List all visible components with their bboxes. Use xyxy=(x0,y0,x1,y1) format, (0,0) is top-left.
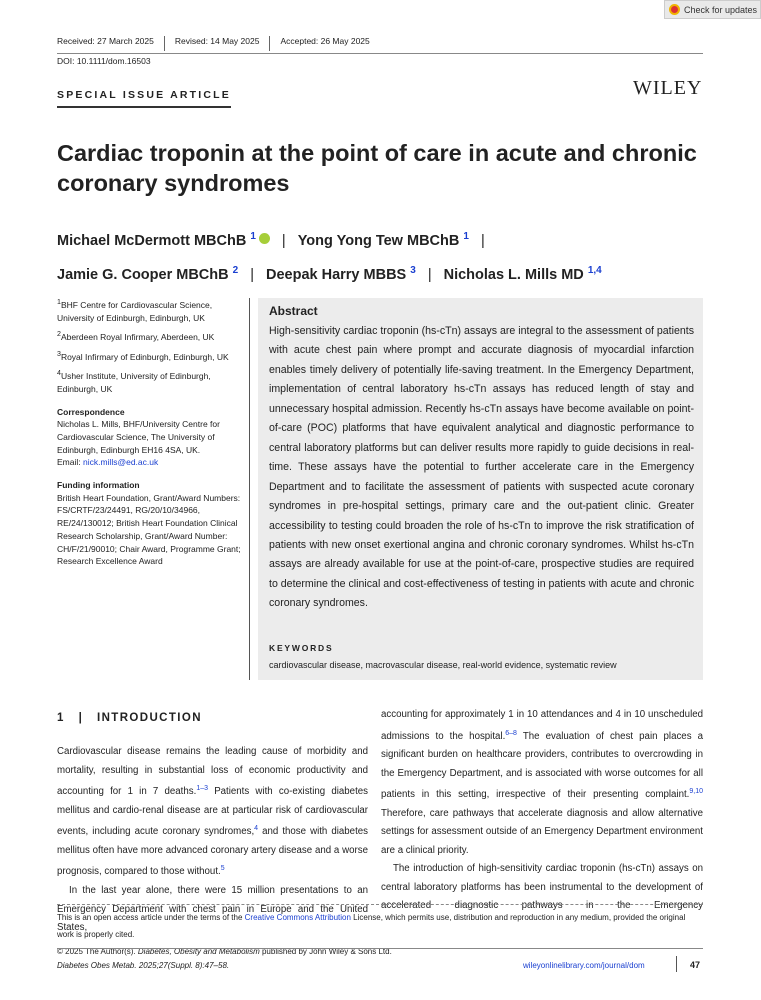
affiliation xyxy=(57,328,249,344)
text: Therefore, care pathways that accelerate diagnosis and allow alternative settings for assessment outside of an Emergency Department environment are a clinical priority. xyxy=(381,807,703,856)
correspondence-address: Nicholas L. Mills, BHF/University Centre for Cardiovascular Science, The University of Edinburgh, Edinburgh EH16 4SA, UK. xyxy=(57,419,220,455)
text: Patients with co-existing diabetes mellitus and cardio-renal disease are at particular risk of cardiovascular events, including acute coronary syndromes, xyxy=(57,786,368,838)
author-name: Jamie G. Cooper MBChB xyxy=(57,266,229,283)
check-updates-label: Check for updates xyxy=(684,4,758,15)
abstract-heading: Abstract xyxy=(269,304,318,318)
text: License, which permits use, distribution and reproduction in any medium, provided the original work is properly cited. xyxy=(57,913,686,939)
correspondence-heading: Correspondence xyxy=(57,406,125,417)
funding-heading: Funding information xyxy=(57,480,140,491)
publisher-logo: WILEY xyxy=(633,77,703,99)
affiliation-ref[interactable]: 2 xyxy=(232,264,239,276)
author-name: Deepak Harry MBBS xyxy=(265,266,407,283)
license-notice xyxy=(57,909,703,960)
accepted-date: Accepted: 26 May 2025 xyxy=(269,36,379,51)
text: The evaluation of chest pain places a significant burden on healthcare providers, contributes to overcrowding in the Emergency Department, and is associated with worse outcomes for all patients in this setting, irrespective of their presenting complaint. xyxy=(381,730,703,801)
author[interactable] xyxy=(57,264,239,283)
doi: DOI: 10.1111/dom.16503 xyxy=(57,56,151,66)
author[interactable] xyxy=(443,264,602,283)
affiliation-number: 3 xyxy=(57,349,61,358)
affiliation-text: Royal Infirmary of Edinburgh, Edinburgh, UK xyxy=(60,351,229,362)
keywords: cardiovascular disease, macrovascular disease, real-world evidence, systematic review xyxy=(269,660,617,670)
affiliation-ref[interactable]: 1,4 xyxy=(587,264,602,276)
citation[interactable]: 5 xyxy=(220,865,225,873)
affiliation-text: BHF Centre for Cardiovascular Science, University of Edinburgh, Edinburgh, UK xyxy=(57,299,213,323)
page-number: 47 xyxy=(690,960,701,970)
author[interactable] xyxy=(57,233,270,249)
funding-text: British Heart Foundation, Grant/Award Numbers: FS/CRTF/23/24491, RG/20/10/34966, RE/24/130012; British Heart Foundation Clinical Research Scholarship, Grant/Award Number: CH/F/21/90010; Chair Award, Programme Grant; Research Excellence Award xyxy=(57,492,241,567)
article-title: Cardiac troponin at the point of care in acute and chronic coronary syndromes xyxy=(57,140,697,196)
affiliation-text: Aberdeen Royal Infirmary, Aberdeen, UK xyxy=(60,332,215,343)
author-list xyxy=(57,222,703,290)
received-date: Received: 27 March 2025 xyxy=(57,36,154,46)
affiliation-number: 2 xyxy=(57,330,61,339)
separator: | xyxy=(480,232,485,249)
body-column-right xyxy=(381,706,703,916)
citation[interactable]: 6–8 xyxy=(505,729,517,737)
author[interactable] xyxy=(265,264,416,283)
separator: | xyxy=(281,232,286,249)
license-link[interactable]: Creative Commons Attribution xyxy=(244,913,351,922)
text: Cardiovascular disease remains the leading cause of morbidity and mortality, resulting in substantial loss of economic productivity and accounting for 1 in 7 deaths. xyxy=(57,746,368,798)
text: © 2025 The Author(s). xyxy=(57,947,138,956)
email-link[interactable]: nick.mills@ed.ac.uk xyxy=(82,457,159,468)
correspondence-text xyxy=(57,418,249,469)
citation[interactable]: 4 xyxy=(254,825,259,833)
divider xyxy=(676,956,677,972)
article-dates xyxy=(57,36,703,54)
affiliation xyxy=(57,296,249,324)
paragraph xyxy=(381,706,703,860)
journal-citation: Diabetes Obes Metab. 2025;27(Suppl. 8):47–58. xyxy=(57,961,230,970)
citation[interactable]: 1–3 xyxy=(196,785,208,792)
affiliation-ref[interactable]: 3 xyxy=(410,264,416,276)
affiliation-number: 1 xyxy=(57,298,61,306)
section-heading: 1 | INTRODUCTION xyxy=(57,712,202,724)
author-name: Michael McDermott MBChB xyxy=(57,232,247,249)
affiliation-ref[interactable]: 1 xyxy=(250,231,256,242)
journal-name: Diabetes, Obesity and Metabolism xyxy=(137,947,260,956)
affiliation-text: Usher Institute, University of Edinburgh, Edinburgh, UK xyxy=(57,371,211,394)
affiliation-ref[interactable]: 1 xyxy=(463,231,469,242)
citation[interactable]: 9,10 xyxy=(689,788,703,796)
paragraph xyxy=(57,743,368,882)
affiliation-number: 4 xyxy=(57,369,61,378)
article-info-sidebar xyxy=(57,296,249,572)
affiliation xyxy=(57,367,249,395)
divider xyxy=(57,904,703,905)
article-type: SPECIAL ISSUE ARTICLE xyxy=(57,89,231,108)
separator: | xyxy=(427,266,432,283)
crossmark-icon xyxy=(669,4,680,15)
divider xyxy=(249,298,250,680)
paragraph: In the last year alone, there were 15 million presentations to an Emergency Department with chest pain in Europe and the United States, xyxy=(57,885,368,934)
separator: | xyxy=(250,266,254,283)
text: This is an open access article under the terms of the xyxy=(57,913,245,922)
text: and those with diabetes mellitus often have more advanced coronary artery disease and a worse prognosis, compared to those without. xyxy=(57,826,368,878)
paragraph: The introduction of high-sensitivity cardiac troponin (hs-cTn) assays on central laboratory platforms has been instrumental to the development of accelerated diagnostic pathways in the Emergency xyxy=(381,863,703,912)
author[interactable] xyxy=(298,233,469,249)
divider xyxy=(57,948,703,949)
abstract-text: High-sensitivity cardiac troponin (hs-cTn) assays are integral to the assessment of patients with acute chest pain where prompt and accurate diagnosis of myocardial infarction enables timely delivery of potentially life-saving treatment. In the Emergency Department, implementation of central laboratory hs-cTn assays has reduced length of stay and unnecessary hospital admission. Recently hs-cTn assays have become available on point-of-care (POC) platforms that have equivalent analytical and diagnostic performance to central laboratory platforms but can deliver results more rapidly to guide decisions in real-time. These assays have the potential to further accelerate care in the Emergency Department and to facilitate the assessment of patients with suspected acute coronary syndromes in pre-hospital settings, primary care and the out-patient clinic. Greater accessibility to testing could broaden the role of hs-cTn to improve the risk stratification of patients with new onset exertional angina and chronic coronary syndromes. Whilst hs-cTn assays are already available for use at the point-of-care, prospective studies are required to determine the clinical and cost-effectiveness of testing in patients with acute and chronic coronary syndromes. xyxy=(269,325,694,610)
author-name: Yong Yong Tew MBChB xyxy=(297,232,460,249)
affiliation xyxy=(57,348,249,364)
journal-site-link[interactable]: wileyonlinelibrary.com/journal/dom xyxy=(523,961,645,970)
email-label: Email: xyxy=(57,457,83,468)
revised-date: Revised: 14 May 2025 xyxy=(164,36,270,51)
check-for-updates-button[interactable] xyxy=(664,0,761,19)
orcid-icon[interactable] xyxy=(259,233,270,244)
text: accounting for approximately 1 in 10 attendances and 4 in 10 unscheduled admissions to the hospital. xyxy=(381,709,703,742)
text: published by John Wiley & Sons Ltd. xyxy=(259,947,392,956)
keywords-heading: KEYWORDS xyxy=(269,643,334,653)
author-name: Nicholas L. Mills MD xyxy=(443,266,584,283)
